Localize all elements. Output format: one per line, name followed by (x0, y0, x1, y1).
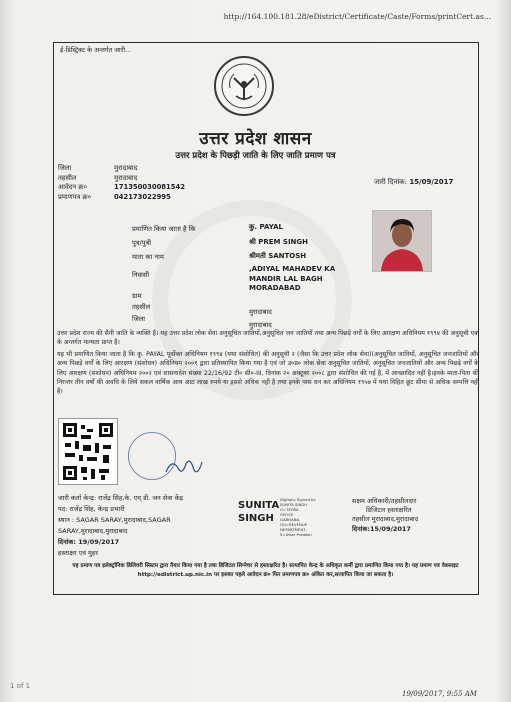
district-value: मुरादाबाद (249, 321, 272, 329)
mother-label: माता का नाम (132, 253, 164, 261)
meta-row: जिला मुरादाबाद (58, 164, 138, 172)
certificate-title: उत्तर प्रदेश शासन (199, 129, 312, 149)
issuer-place-2: SARAY,मुरादाबाद,मुरादाबाद (58, 527, 128, 535)
page-url: http://164.100.181.28/eDistrict/Certificate/Caste/Forms/printCert.as... (223, 12, 491, 21)
caste-paragraph: उत्तर प्रदेश राज्य की सैनी जाति के व्यक्ति हैं। यह उत्तर प्रदेश लोक सेवा अनुसूचित जातियों,अनुसूचित जन जातियों तथा अन्य पिछड़े वर्गों के लिए आरक्षण अधिनियम १९९४ की अनुसूची एक के अन्तर्गत मान्यता प्राप्त है। (57, 330, 479, 347)
certificate-subtitle: उत्तर प्रदेश के पिछड़ी जाति के लिए जाति प्रमाण पत्र (175, 151, 336, 161)
issue-date: जारी दिनांक: 15/09/2017 (374, 178, 454, 186)
son-daughter-label: पुत्र/पुत्री (132, 239, 151, 247)
mother-name: श्रीमती SANTOSH (249, 252, 307, 260)
competent-authority: सक्षम अधिकारी/तहसीलदार डिजिटल हस्ताक्षरित तहसील मुरादाबाद,मुरादाबाद दिनांक:15/09/2017 (352, 497, 419, 533)
resident-label: निवासी (132, 271, 150, 279)
tehsil-value: मुरादाबाद (249, 308, 272, 316)
certification-paragraph: यह भी प्रमाणित किया जाता है कि कु. PAYAL पूर्वोक्त अधिनियम १९९४ (यथा संशोधित) की अनुसूची २ (जैसा कि उत्तर प्रदेश लोक सेवा)(अनुसूचित जातियों, अनुसूचित जनजातियों और अन्य पिछड़े वर्गों के लिए आरक्षण (संशोधन) अधिनियम २००१ द्वारा प्रतिस्थापित किया गया है एवं जो उ०प्र० लोक सेवा अनुसूचित जातियों, अनुसूचित जनजातियों और अन्य पिछड़े वर्गों के लिए आरक्षण (संशोधन) अधिनियम २००२ एवं शासनादेश संख्या 22/16/92 टी० सी०-III, दिनांक २० अक्टूबर २००८ द्वारा संशोधित की गई है, में आच्छादित नहीं है।इनके माता-पिता की निरन्तर तीन वर्षों की अवधि के लिये सकल वार्षिक आय आठ लाख रुपये या इससे अधिक नहीं है तथा इनके पास धन कर अधिनियम १९५७ में यथा विहित छूट सीमा से अधिक सम्पत्ति नहीं है। (57, 351, 479, 396)
address: ,ADIYAL MAHADEV KA MANDIR LAL BAGH MORADABAD (249, 265, 336, 292)
issuer-center: जारी कर्ता केन्द्र: राजेंद्र सिंह,के. एम् डी. जन सेवा केंद्र (58, 494, 184, 502)
issuer-post: पद: राजेंद्र सिंह, केन्द्र प्रभारी (58, 505, 125, 513)
digital-signature-details: Digitally Signed by SUNITA SINGH O=TEHSIL OFFICE GABHANA, OU=REVENUE DEPARTMENT, S=Uttar Pradesh (280, 497, 316, 537)
issuer-date: दिनांक: 19/09/2017 (58, 538, 120, 546)
district-label: जिला (132, 315, 145, 323)
up-state-emblem (214, 56, 274, 116)
digital-signer-name: SUNITA SINGH (238, 500, 280, 524)
print-timestamp: 19/09/2017, 9:55 AM (402, 690, 477, 698)
applicant-photo (372, 210, 432, 272)
village-label: ग्राम (132, 292, 142, 300)
meta-row: आवेदन क्र० 171350030081542 (58, 183, 185, 192)
issuer-place: स्थान : SAGAR SARAY,मुरादाबाद,SAGAR (58, 516, 171, 524)
handwritten-signature (164, 454, 204, 484)
issuer-sign-label: हस्ताक्षर एवं मुहर (58, 549, 99, 557)
applicant-name: कु. PAYAL (249, 223, 283, 231)
certify-label: प्रमाणित किया जाता है कि (132, 225, 196, 233)
meta-row: प्रमाणपत्र क्र० 042173022995 (58, 192, 171, 201)
meta-row: तहसील मुरादाबाद (58, 173, 138, 182)
footer-note: यह प्रमाण पत्र इलेक्ट्रॉनिक डिलिवरी सिस्टम द्वारा तैयार किया गया है तथा डिजिटल सिग्नेचर से हस्ताक्षरित है। सत्यापित केन्द्र के अधिकृत कर्मी द्वारा प्रमाणित किया गया है। यह प्रमाण पत्र वेबसाइट http://edistrict.up.nic.in पर इसका पहले आवेदन क्र० फिर प्रमाणपत्र क्र० अंकित कर,सत्यापित किया जा सकता है। (72, 563, 459, 578)
page-counter: 1 of 1 (10, 682, 31, 690)
tehsil-label: तहसील (132, 303, 151, 311)
qr-code (58, 418, 118, 485)
meta-block (58, 164, 185, 202)
top-note: ई-डिस्ट्रिक्ट के अन्तर्गत जारी... (60, 46, 132, 54)
father-name: श्री PREM SINGH (249, 238, 309, 246)
